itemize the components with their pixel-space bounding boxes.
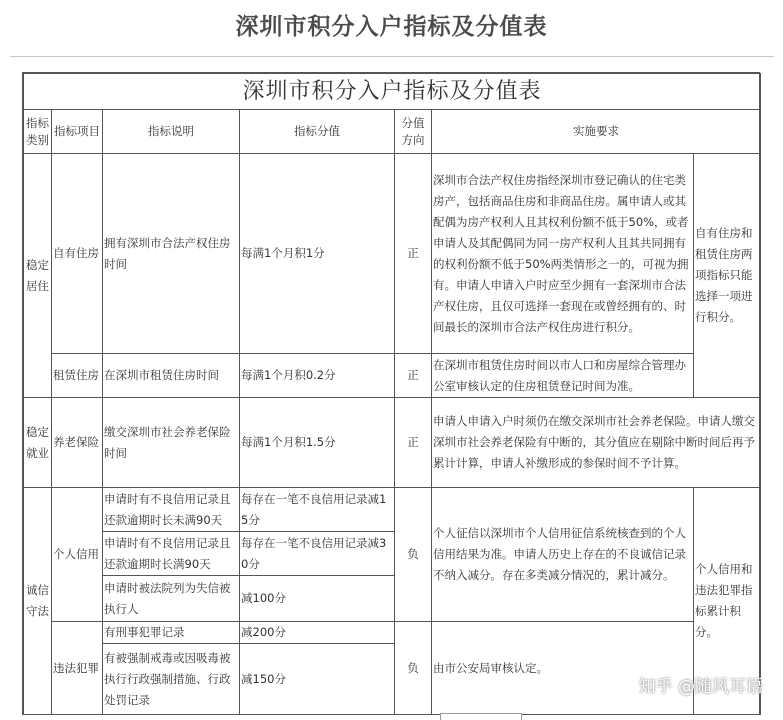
score-rented-housing: 每满1个月积0.2分 bbox=[240, 354, 395, 398]
header-requirement: 实施要求 bbox=[432, 110, 761, 154]
category-stable-residence: 稳定居住 bbox=[24, 154, 52, 398]
direction-pension: 正 bbox=[395, 398, 432, 488]
zhihu-watermark: 知乎 @随风耳语 bbox=[638, 677, 763, 697]
score-credit-2: 每存在一笔不良信用记录减30分 bbox=[240, 532, 395, 576]
table-header-row bbox=[24, 110, 761, 154]
header-category: 指标类别 bbox=[24, 110, 52, 154]
header-score: 指标分值 bbox=[240, 110, 395, 154]
category-stable-employment: 稳定就业 bbox=[24, 398, 52, 488]
score-credit-3: 减100分 bbox=[240, 576, 395, 622]
item-crime: 违法犯罪 bbox=[52, 622, 103, 715]
note-integrity: 个人信用和违法犯罪指标累计积分。 bbox=[694, 488, 761, 715]
direction-crime: 负 bbox=[395, 622, 432, 715]
score-crime-2: 减150分 bbox=[240, 644, 395, 715]
score-crime-1: 减200分 bbox=[240, 622, 395, 644]
item-personal-credit: 个人信用 bbox=[52, 488, 103, 622]
score-table-container bbox=[22, 72, 760, 715]
direction-owned-housing: 正 bbox=[395, 154, 432, 354]
desc-crime-1: 有刑事犯罪记录 bbox=[103, 622, 240, 644]
desc-pension: 缴交深圳市社会养老保险时间 bbox=[103, 398, 240, 488]
header-direction: 分值方向 bbox=[395, 110, 432, 154]
desc-crime-2: 有被强制戒毒或因吸毒被执行行政强制措施、行政处罚记录 bbox=[103, 644, 240, 715]
direction-rented-housing: 正 bbox=[395, 354, 432, 398]
desc-credit-3: 申请时被法院列为失信被执行人 bbox=[103, 576, 240, 622]
score-credit-1: 每存在一笔不良信用记录减15分 bbox=[240, 488, 395, 532]
note-housing: 自有住房和租赁住房两项指标只能选择一项进行积分。 bbox=[694, 154, 761, 398]
category-integrity: 诚信守法 bbox=[24, 488, 52, 715]
table-row bbox=[24, 354, 761, 398]
item-pension: 养老保险 bbox=[52, 398, 103, 488]
header-item: 指标项目 bbox=[52, 110, 103, 154]
table-row bbox=[24, 488, 761, 532]
score-table bbox=[23, 73, 761, 715]
score-pension: 每满1个月积1.5分 bbox=[240, 398, 395, 488]
score-owned-housing: 每满1个月积1分 bbox=[240, 154, 395, 354]
requirement-pension: 申请人申请入户时须仍在缴交深圳市社会养老保险。申请人缴交深圳市社会养老保险有中断的，其分值应在剔除中断时间后再予累计计算，申请人补缴形成的参保时间不予计算。 bbox=[432, 398, 761, 488]
title-divider bbox=[10, 56, 774, 57]
desc-rented-housing: 在深圳市租赁住房时间 bbox=[103, 354, 240, 398]
requirement-rented-housing: 在深圳市租赁住房时间以市人口和房屋综合管理办公室审核认定的住房租赁登记时间为准。 bbox=[432, 354, 694, 398]
table-row bbox=[24, 154, 761, 354]
requirement-credit: 个人征信以深圳市个人信用征信系统核查到的个人信用结果为准。申请人历史上存在的不良诚信记录不纳入减分。存在多类减分情况的，累计减分。 bbox=[432, 488, 694, 622]
table-row bbox=[24, 622, 761, 644]
direction-credit: 负 bbox=[395, 488, 432, 622]
item-rented-housing: 租赁住房 bbox=[52, 354, 103, 398]
desc-credit-1: 申请时有不良信用记录且还款逾期时长未满90天 bbox=[103, 488, 240, 532]
header-desc: 指标说明 bbox=[103, 110, 240, 154]
page-title: 深圳市积分入户指标及分值表 bbox=[235, 14, 548, 40]
table-title: 深圳市积分入户指标及分值表 bbox=[24, 74, 761, 110]
table-row bbox=[24, 398, 761, 488]
requirement-crime: 由市公安局审核认定。 bbox=[432, 622, 694, 715]
item-owned-housing: 自有住房 bbox=[52, 154, 103, 354]
desc-owned-housing: 拥有深圳市合法产权住房时间 bbox=[103, 154, 240, 354]
desc-credit-2: 申请时有不良信用记录且还款逾期时长满90天 bbox=[103, 532, 240, 576]
requirement-owned-housing: 深圳市合法产权住房指经深圳市登记确认的住宅类房产，包括商品住房和非商品住房。属申请人或其配偶为房产权利人且其权利份额不低于50%，或者申请人及其配偶同为同一房产权利人且其共同拥有的权利份额不低于50%两类情形之一的，可视为拥有。申请人申请入户时应至少拥有一套深圳市合法产权住房，且仅可选择一套现在或曾经拥有的、时间最长的深圳市合法产权住房进行积分。 bbox=[432, 154, 694, 354]
